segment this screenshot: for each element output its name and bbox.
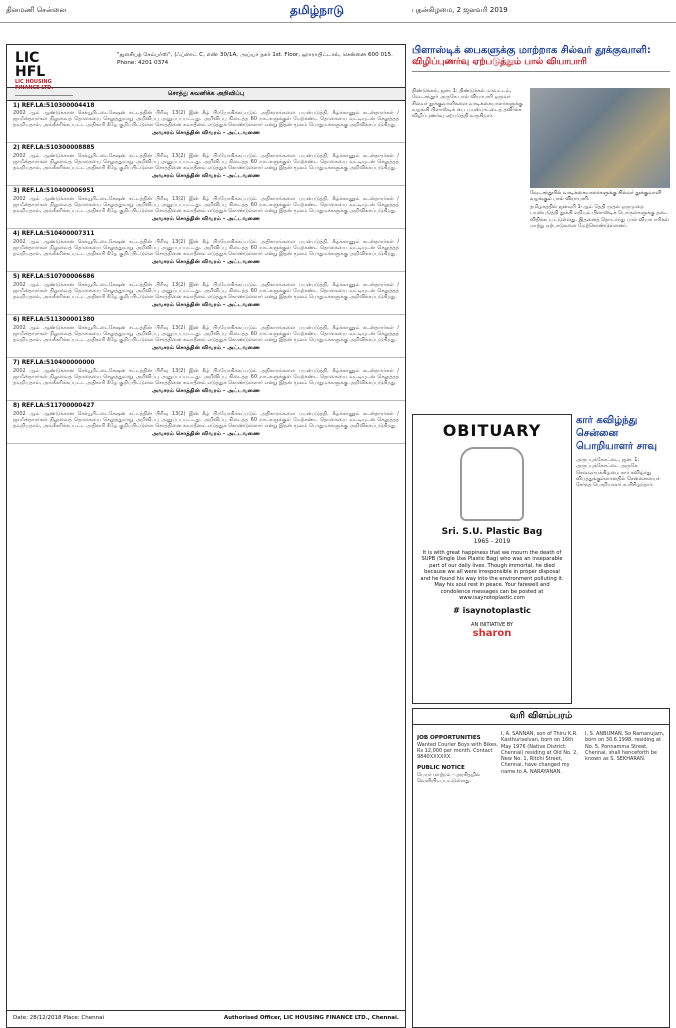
story-text: திண்டுக்கல், ஜன. 1: திண்டுக்கல் மாவட்டம், வேடசந்தூர் அருகே பால் வியாபாரி ஒருவர் சில்வர் தூக்குவாளிகளை வாடிக்கையாளர்களுக்கு வழங்கி பிளாஸ்டிக் பை பயன்பாட்டைத் தவிர்க்க விழிப்புணர்வு ஏற்படுத்தி வருகிறார். [412, 88, 523, 119]
possession-notice [6, 44, 406, 1028]
ref-number: 2) REF.LA:510300008885 [13, 145, 95, 152]
section-title: தமிழ்நாடு [290, 3, 344, 17]
story-continued: தமிழகத்தில் ஜனவரி 1-ஆம் தேதி முதல் ஒருமுறை பயன்படுத்தி தூக்கி எறியும் பிளாஸ்டிக் பொருள்களுக்கு தடை விதிக்கப்பட்டுள்ளது. இதனைத் தொடர்ந்து பால் வியாபாரிகள் மாற்று ஏற்பாடுகளை மேற்கொண்டுள்ளனர். [530, 204, 669, 229]
ref-number: 6) REF.LA:511300001380 [13, 317, 95, 324]
schedule-heading: அவசரம் சொத்தின் விவரம் - அட்டவணை [151, 130, 261, 137]
classified-col-1: JOB OPPORTUNITIES Wanted Courier Boys with Bikes. Rs 12,000 per month. Contact 9840XXXXXX. PUBLIC NOTICE பெயர் மாற்றம் - அரசிதழில் வெளியிடப்பட்டுள்ளது. [417, 735, 499, 784]
classified-col-3: I, S. ANBUMAN, So Ramanujam, born on 30.6.1998, residing at No. 5, Ponnamma Street, Chennai, shall henceforth be known as S. SEKHARAN. [585, 731, 665, 762]
notice-paragraph: 2002 ஆம் ஆண்டுக்கான செக்யூரிட்டைசேஷன் சட்டத்தின் பிரிவு 13(2) இன் கீழ் பிரயோகிக்கப்படும் அதிகாரங்களை பயன்படுத்தி, கீழ்க்காணும் கடன்தாரர்கள் / ஜாமீன்தாரர்கள் நிலுவைத் தொகையை செலுத்துமாறு அறிவிப்பு அனுப்பப்பட்டது. அறிவிப்பு கிடைத்த 60 நாட்களுக்குள் மேற்கண்ட தொகையை வட்டியுடன் செலுத்தத் தவறியதால், அங்கீகரிக்கப்பட்ட அதிகாரி கீழே குறிப்பிட்டுள்ள சொத்தினை சுவாதீனம் எடுத்துக் கொண்டுள்ளார் என்று இதன் மூலம் பொதுமக்களுக்கு அறிவிக்கப்படுகிறது. [13, 281, 399, 301]
schedule-heading: அவசரம் சொத்தின் விவரம் - அட்டவணை [151, 345, 261, 352]
schedule-heading: அவசரம் சொத்தின் விவரம் - அட்டவணை [151, 259, 261, 266]
ref-number: 4) REF.LA:510400007311 [13, 231, 95, 238]
notice-item [7, 186, 405, 229]
schedule-heading: அவசரம் சொத்தின் விவரம் - அட்டவணை [151, 216, 261, 223]
paper-name: தினமணி சென்னை [6, 6, 67, 14]
notice-title: சொத்து கவனிக்க அறிவிப்பு [7, 88, 405, 101]
headline: பிளாஸ்டிக் பைகளுக்கு மாற்றாக சில்வர் தூக்குவாளி: [412, 45, 651, 56]
photo-caption: வேடசந்தூரில் வாடிக்கையாளர்களுக்கு சில்வர் தூக்குவாளி வழங்கும் பால் வியாபாரி. [530, 190, 662, 203]
classified-col-2: I, A. SANNAN, son of Thiru K.R. Kasthuriselvan, born on 16th May 1976 (Native District: Chennai) residing at Old No. 2, New No. 1, Ritchi Street, Chennai, have changed my name to A. NARAYANAN. [501, 731, 578, 775]
news-photo [530, 88, 670, 188]
notice-paragraph: 2002 ஆம் ஆண்டுக்கான செக்யூரிட்டைசேஷன் சட்டத்தின் பிரிவு 13(2) இன் கீழ் பிரயோகிக்கப்படும் அதிகாரங்களை பயன்படுத்தி, கீழ்க்காணும் கடன்தாரர்கள் / ஜாமீன்தாரர்கள் நிலுவைத் தொகையை செலுத்துமாறு அறிவிப்பு அனுப்பப்பட்டது. அறிவிப்பு கிடைத்த 60 நாட்களுக்குள் மேற்கண்ட தொகையை வட்டியுடன் செலுத்தத் தவறியதால், அங்கீகரிக்கப்பட்ட அதிகாரி கீழே குறிப்பிட்டுள்ள சொத்தினை சுவாதீனம் எடுத்துக் கொண்டுள்ளார் என்று இதன் மூலம் பொதுமக்களுக்கு அறிவிக்கப்படுகிறது. [13, 109, 399, 129]
ref-number: 5) REF.LA:510700006686 [13, 274, 95, 281]
notice-paragraph: 2002 ஆம் ஆண்டுக்கான செக்யூரிட்டைசேஷன் சட்டத்தின் பிரிவு 13(2) இன் கீழ் பிரயோகிக்கப்படும் அதிகாரங்களை பயன்படுத்தி, கீழ்க்காணும் கடன்தாரர்கள் / ஜாமீன்தாரர்கள் நிலுவைத் தொகையை செலுத்துமாறு அறிவிப்பு அனுப்பப்பட்டது. அறிவிப்பு கிடைத்த 60 நாட்களுக்குள் மேற்கண்ட தொகையை வட்டியுடன் செலுத்தத் தவறியதால், அங்கீகரிக்கப்பட்ட அதிகாரி கீழே குறிப்பிட்டுள்ள சொத்தினை சுவாதீனம் எடுத்துக் கொண்டுள்ளார் என்று இதன் மூலம் பொதுமக்களுக்கு அறிவிக்கப்படுகிறது. [13, 367, 399, 387]
plastic-bag-icon [460, 447, 524, 521]
sharon-logo: sharon [472, 628, 512, 639]
office-address: "துளசிபத் சேம்பர்ஸ்", (ஃப்ளாட் C, எண் 30/1A, அய்யா நகர் 1st. Floor, ஹாராபிட்டால், சென்னை 600 015. Phone: 4201 0374 [117, 52, 393, 66]
notice-paragraph: 2002 ஆம் ஆண்டுக்கான செக்யூரிட்டைசேஷன் சட்டத்தின் பிரிவு 13(2) இன் கீழ் பிரயோகிக்கப்படும் அதிகாரங்களை பயன்படுத்தி, கீழ்க்காணும் கடன்தாரர்கள் / ஜாமீன்தாரர்கள் நிலுவைத் தொகையை செலுத்துமாறு அறிவிப்பு அனுப்பப்பட்டது. அறிவிப்பு கிடைத்த 60 நாட்களுக்குள் மேற்கண்ட தொகையை வட்டியுடன் செலுத்தத் தவறியதால், அங்கீகரிக்கப்பட்ட அதிகாரி கீழே குறிப்பிட்டுள்ள சொத்தினை சுவாதீனம் எடுத்துக் கொண்டுள்ளார் என்று இதன் மூலம் பொதுமக்களுக்கு அறிவிக்கப்படுகிறது. [13, 410, 399, 430]
schedule-heading: அவசரம் சொத்தின் விவரம் - அட்டவணை [151, 302, 261, 309]
accident-story: கார் கவிழ்ந்து சென்னை பொறியாளர் சாவு அருப்புக்கோட்டை, ஜன. 1: அருப்புக்கோட்டை அருகே செவ்வாய்க்கிழமை கார் கவிழ்ந்து விபத்துக்குள்ளானதில் சென்னையைச் சேர்ந்த பொறியாளர் உயிரிழந்தார். [576, 415, 660, 488]
notice-item [7, 315, 405, 358]
notice-footer: Date: 28/12/2018 Place: Chennai Authorised Officer, LIC HOUSING FINANCE LTD., Chennai. [7, 1010, 405, 1027]
subheadline: விழிப்புணர்வு ஏற்படுத்தும் பால் வியாபாரி [412, 57, 670, 72]
notice-item [7, 101, 405, 144]
schedule-heading: அவசரம் சொத்தின் விவரம் - அட்டவணை [151, 431, 261, 438]
issue-date: புதன்கிழமை, 2 ஜனவரி 2019 [412, 6, 508, 14]
lic-logo: LIC HFL LIC HOUSING FINANCE LTD. [15, 51, 73, 81]
notice-paragraph: 2002 ஆம் ஆண்டுக்கான செக்யூரிட்டைசேஷன் சட்டத்தின் பிரிவு 13(2) இன் கீழ் பிரயோகிக்கப்படும் அதிகாரங்களை பயன்படுத்தி, கீழ்க்காணும் கடன்தாரர்கள் / ஜாமீன்தாரர்கள் நிலுவைத் தொகையை செலுத்துமாறு அறிவிப்பு அனுப்பப்பட்டது. அறிவிப்பு கிடைத்த 60 நாட்களுக்குள் மேற்கண்ட தொகையை வட்டியுடன் செலுத்தத் தவறியதால், அங்கீகரிக்கப்பட்ட அதிகாரி கீழே குறிப்பிட்டுள்ள சொத்தினை சுவாதீனம் எடுத்துக் கொண்டுள்ளார் என்று இதன் மூலம் பொதுமக்களுக்கு அறிவிக்கப்படுகிறது. [13, 324, 399, 344]
notice-header [7, 45, 405, 92]
ref-number: 8) REF.LA:511700000427 [13, 403, 95, 410]
notice-item [7, 401, 405, 444]
top-bar [0, 0, 676, 23]
notice-item [7, 358, 405, 401]
notice-paragraph: 2002 ஆம் ஆண்டுக்கான செக்யூரிட்டைசேஷன் சட்டத்தின் பிரிவு 13(2) இன் கீழ் பிரயோகிக்கப்படும் அதிகாரங்களை பயன்படுத்தி, கீழ்க்காணும் கடன்தாரர்கள் / ஜாமீன்தாரர்கள் நிலுவைத் தொகையை செலுத்துமாறு அறிவிப்பு அனுப்பப்பட்டது. அறிவிப்பு கிடைத்த 60 நாட்களுக்குள் மேற்கண்ட தொகையை வட்டியுடன் செலுத்தத் தவறியதால், அங்கீகரிக்கப்பட்ட அதிகாரி கீழே குறிப்பிட்டுள்ள சொத்தினை சுவாதீனம் எடுத்துக் கொண்டுள்ளார் என்று இதன் மூலம் பொதுமக்களுக்கு அறிவிக்கப்படுகிறது. [13, 238, 399, 258]
notice-item [7, 229, 405, 272]
notice-paragraph: 2002 ஆம் ஆண்டுக்கான செக்யூரிட்டைசேஷன் சட்டத்தின் பிரிவு 13(2) இன் கீழ் பிரயோகிக்கப்படும் அதிகாரங்களை பயன்படுத்தி, கீழ்க்காணும் கடன்தாரர்கள் / ஜாமீன்தாரர்கள் நிலுவைத் தொகையை செலுத்துமாறு அறிவிப்பு அனுப்பப்பட்டது. அறிவிப்பு கிடைத்த 60 நாட்களுக்குள் மேற்கண்ட தொகையை வட்டியுடன் செலுத்தத் தவறியதால், அங்கீகரிக்கப்பட்ட அதிகாரி கீழே குறிப்பிட்டுள்ள சொத்தினை சுவாதீனம் எடுத்துக் கொண்டுள்ளார் என்று இதன் மூலம் பொதுமக்களுக்கு அறிவிக்கப்படுகிறது. [13, 195, 399, 215]
news-column [412, 44, 670, 784]
obituary-ad: OBITUARY Sri. S.U. Plastic Bag 1965 - 2019 It is with great happiness that we mourn the death of SUPB (Single Use Plastic Bag) who was an inseparable part of our daily lives. Though immortal, he died because we all were irresponsible in proper disposal and he found his way into the environment polluting it. May his soul rest in peace. Your farewell and condolence messages can be posted at www.isaynotoplastic.com # isaynotoplastic AN INITIATIVE BY sharon [412, 414, 572, 704]
notice-paragraph: 2002 ஆம் ஆண்டுக்கான செக்யூரிட்டைசேஷன் சட்டத்தின் பிரிவு 13(2) இன் கீழ் பிரயோகிக்கப்படும் அதிகாரங்களை பயன்படுத்தி, கீழ்க்காணும் கடன்தாரர்கள் / ஜாமீன்தாரர்கள் நிலுவைத் தொகையை செலுத்துமாறு அறிவிப்பு அனுப்பப்பட்டது. அறிவிப்பு கிடைத்த 60 நாட்களுக்குள் மேற்கண்ட தொகையை வட்டியுடன் செலுத்தத் தவறியதால், அங்கீகரிக்கப்பட்ட அதிகாரி கீழே குறிப்பிட்டுள்ள சொத்தினை சுவாதீனம் எடுத்துக் கொண்டுள்ளார் என்று இதன் மூலம் பொதுமக்களுக்கு அறிவிக்கப்படுகிறது. [13, 152, 399, 172]
ref-number: 7) REF.LA:510400000000 [13, 360, 95, 367]
notice-item [7, 143, 405, 186]
notice-item [7, 272, 405, 315]
ref-number: 1) REF.LA:510300004418 [13, 102, 95, 109]
schedule-heading: அவசரம் சொத்தின் விவரம் - அட்டவணை [151, 173, 261, 180]
ref-number: 3) REF.LA:510400006951 [13, 188, 95, 195]
classifieds: வரி விளம்பரம் JOB OPPORTUNITIES Wanted Courier Boys with Bikes. Rs 12,000 per month. Contact 9840XXXXXX. PUBLIC NOTICE பெயர் மாற்றம் - அரசிதழில் வெளியிடப்பட்டுள்ளது. I, A. SANNAN, son of Thiru K.R. Kasthuriselvan, born on 16th May 1976 (Native District: Chennai) residing at Old No. 2, New No. 1, Ritchi Street, Chennai, have changed my name to A. NARAYANAN. I, S. ANBUMAN, So Ramanujam, born on 30.6.1998, residing at No. 5, Ponnamma Street, Chennai, shall henceforth be known as S. SEKHARAN. [412, 708, 670, 1028]
schedule-heading: அவசரம் சொத்தின் விவரம் - அட்டவணை [151, 388, 261, 395]
